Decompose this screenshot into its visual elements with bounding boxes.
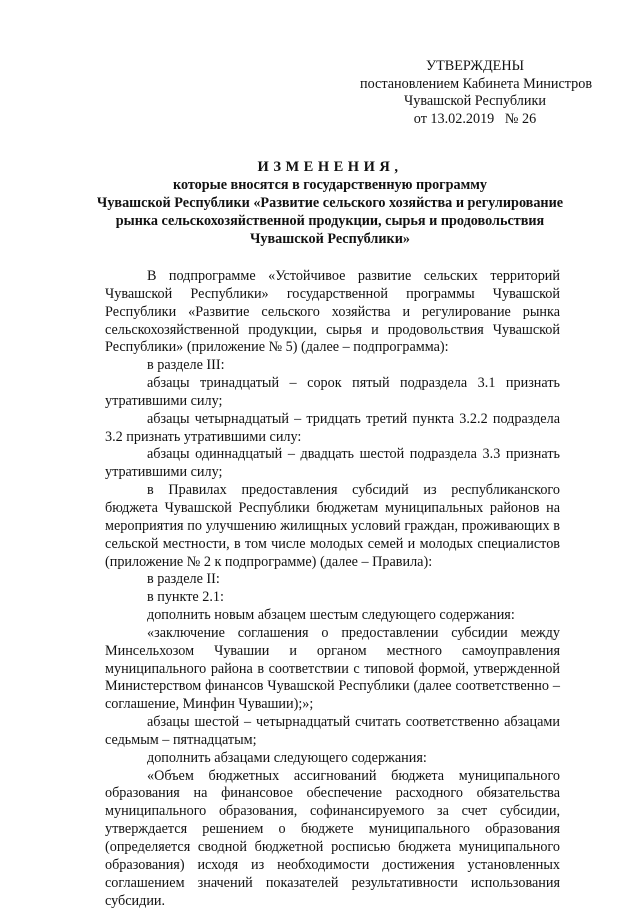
title-line-4: Чувашской Республики» xyxy=(250,231,410,247)
approved-label: УТВЕРЖДЕНЫ xyxy=(426,58,524,74)
paragraph: абзацы тринадцатый – сорок пятый подраздела 3.1 признать утратившими силу; xyxy=(105,375,560,409)
paragraph: «Объем бюджетных ассигнований бюджета муниципального образования на финансовое обеспечение расходного обязательства муниципального образования, софинансируемого за счет субсидии, утверждается решением о бюджете муниципального образования (определяется сводной бюджетной росписью бюджета муниципального образования) исходя из необходимости достижения установленных соглашением значений показателей результативности использования субсидии. xyxy=(105,767,560,909)
title-line-2: Чувашской Республики «Развитие сельского хозяйства и регулирование xyxy=(96,195,564,211)
approved-republic: Чувашской Республики xyxy=(404,93,546,109)
approved-by: постановлением Кабинета Министров xyxy=(360,75,593,92)
document-body xyxy=(105,268,560,910)
paragraph: В подпрограмме «Устойчивое развитие сельских территорий Чувашской Республики» государственной программы Чувашской Республики «Развитие сельского хозяйства и регулирование рынка сельскохозяйственной продукции, сырья и продовольствия Чувашской Республики» (приложение № 5) (далее – подпрограмма): xyxy=(105,268,560,356)
paragraph: абзацы четырнадцатый – тридцать третий пункта 3.2.2 подраздела 3.2 признать утратившими силу: xyxy=(105,410,560,445)
title-heading: ИЗМЕНЕНИЯ, xyxy=(257,159,403,175)
title-line-1: которые вносятся в государственную программу xyxy=(172,177,488,193)
paragraph: в пункте 2.1: xyxy=(147,589,224,606)
paragraph: в разделе III: xyxy=(147,357,225,374)
paragraph: в разделе II: xyxy=(147,571,220,588)
approved-date-number: от 13.02.2019 № 26 xyxy=(413,110,537,127)
approval-stamp xyxy=(360,58,593,128)
paragraph: «заключение соглашения о предоставлении субсидии между Минсельхозом Чувашии и органом местного самоуправления муниципального района в соответствии с типовой формой, утвержденной Министерством финансов Чувашской Республики (далее соответственно – соглашение, Минфин Чувашии);»; xyxy=(105,624,560,713)
paragraph: дополнить абзацами следующего содержания: xyxy=(147,749,427,766)
paragraph: в Правилах предоставления субсидий из республиканского бюджета Чувашской Республики бюджетам муниципальных районов на мероприятия по улучшению жилищных условий граждан, проживающих в сельской местности, в том числе молодых семей и молодых специалистов (приложение № 2 к подпрограмме) (далее – Правила): xyxy=(105,482,560,570)
paragraph: абзацы одиннадцатый – двадцать шестой подраздела 3.3 признать утратившими силу; xyxy=(105,446,560,481)
document-title xyxy=(95,158,565,248)
paragraph: дополнить новым абзацем шестым следующего содержания: xyxy=(147,607,515,624)
title-line-3: рынка сельскохозяйственной продукции, сырья и продовольствия xyxy=(115,213,545,229)
paragraph: абзацы шестой – четырнадцатый считать соответственно абзацами седьмым – пятнадцатым; xyxy=(105,714,560,748)
